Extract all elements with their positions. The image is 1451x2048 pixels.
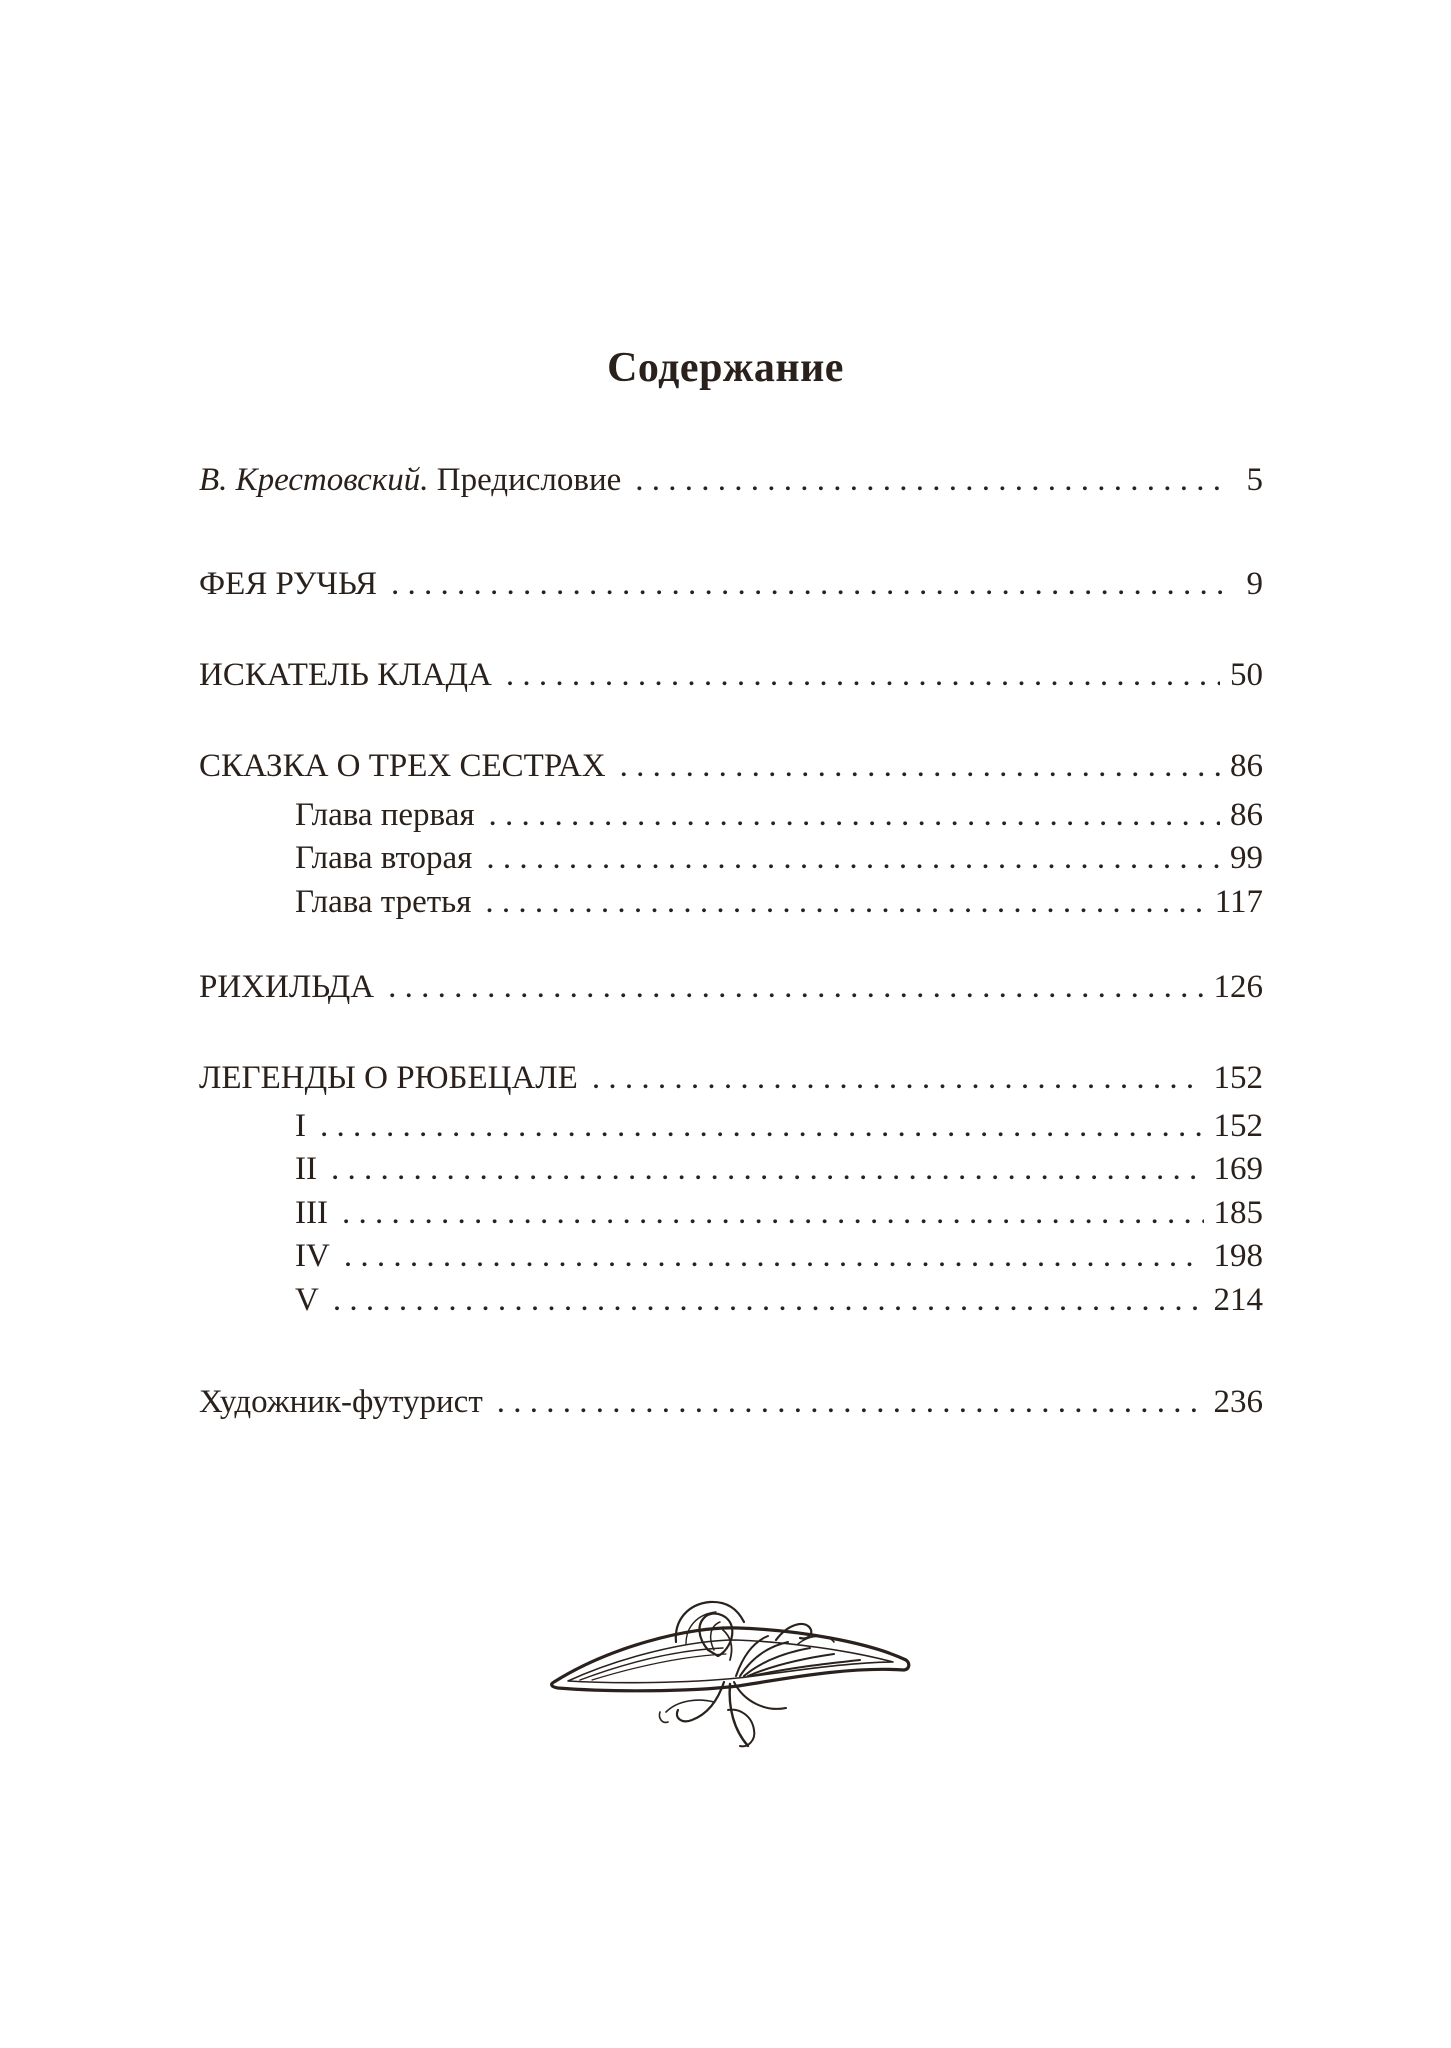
toc-entry-label: I (295, 1108, 306, 1144)
toc-entry-subchapter[interactable] (295, 1197, 1263, 1230)
toc-entry-subchapter[interactable] (295, 799, 1263, 832)
dot-leader (344, 1240, 1204, 1273)
toc-entry-label: II (295, 1151, 317, 1187)
dot-leader (388, 971, 1203, 1004)
toc-entry-author: В. Крестовский. (199, 462, 429, 498)
dot-leader (620, 750, 1220, 783)
toc-entry-chapter[interactable] (199, 1062, 1263, 1095)
toc-entry-label: РИХИЛЬДА (199, 969, 375, 1005)
dot-leader (489, 799, 1220, 832)
toc-entry-page: 86 (1230, 797, 1263, 833)
toc-entry-page: 198 (1213, 1238, 1263, 1274)
toc-entry-label: Глава вторая (295, 840, 473, 876)
toc-entry-label: Художник-футурист (199, 1384, 483, 1420)
dot-leader (331, 1153, 1204, 1186)
toc-entry-label: III (295, 1195, 328, 1231)
dot-leader (485, 886, 1204, 919)
toc-entry-label: IV (295, 1238, 330, 1274)
toc-entry-label: Глава третья (295, 884, 472, 920)
toc-entry-chapter[interactable] (199, 659, 1263, 692)
toc-entry-subchapter[interactable] (295, 1284, 1263, 1317)
toc-entry-label: V (295, 1282, 319, 1318)
toc-entry-page: 169 (1213, 1151, 1263, 1187)
toc-entry-page: 126 (1213, 969, 1263, 1005)
toc-entry-subchapter[interactable] (295, 842, 1263, 875)
toc-entry-subchapter[interactable] (295, 1240, 1263, 1273)
dot-leader (635, 464, 1223, 497)
toc-entry-page: 236 (1213, 1384, 1263, 1420)
floral-ornament-icon (548, 1590, 913, 1755)
page-title: Содержание (607, 345, 844, 391)
toc-entry-subchapter[interactable] (295, 1110, 1263, 1143)
toc-entry-preface[interactable] (199, 464, 1263, 497)
toc-entry-page: 86 (1230, 748, 1263, 784)
toc-entry-page: 5 (1246, 462, 1263, 498)
toc-entry-page: 99 (1230, 840, 1263, 876)
toc-entry-label: ФЕЯ РУЧЬЯ (199, 566, 378, 602)
toc-entry-label: Глава первая (295, 797, 475, 833)
dot-leader (592, 1062, 1204, 1095)
dot-leader (320, 1110, 1204, 1143)
toc-entry-page: 9 (1246, 566, 1263, 602)
toc-entry-page: 152 (1213, 1060, 1263, 1096)
toc-entry-chapter[interactable] (199, 1386, 1263, 1419)
toc-entry-page: 214 (1213, 1282, 1263, 1318)
toc-entry-label: ИСКАТЕЛЬ КЛАДА (199, 657, 492, 693)
dot-leader (506, 659, 1220, 692)
toc-entry-chapter[interactable] (199, 568, 1263, 601)
dot-leader (342, 1197, 1204, 1230)
toc-entry-label: ЛЕГЕНДЫ О РЮБЕЦАЛЕ (199, 1060, 578, 1096)
toc-entry-page: 152 (1213, 1108, 1263, 1144)
toc-entry-label: В. Крестовский. Предисловие (199, 462, 622, 498)
toc-entry-subchapter[interactable] (295, 886, 1263, 919)
toc-entry-page: 185 (1213, 1195, 1263, 1231)
toc-entry-page: 50 (1230, 657, 1263, 693)
dot-leader (333, 1284, 1204, 1317)
toc-entry-chapter[interactable] (199, 971, 1263, 1004)
dot-leader (486, 842, 1220, 875)
toc-entry-page: 117 (1214, 884, 1263, 920)
dot-leader (391, 568, 1223, 601)
toc-entry-label: СКАЗКА О ТРЕХ СЕСТРАХ (199, 748, 606, 784)
toc-entry-chapter[interactable] (199, 750, 1263, 783)
toc-entry-subchapter[interactable] (295, 1153, 1263, 1186)
dot-leader (497, 1386, 1204, 1419)
